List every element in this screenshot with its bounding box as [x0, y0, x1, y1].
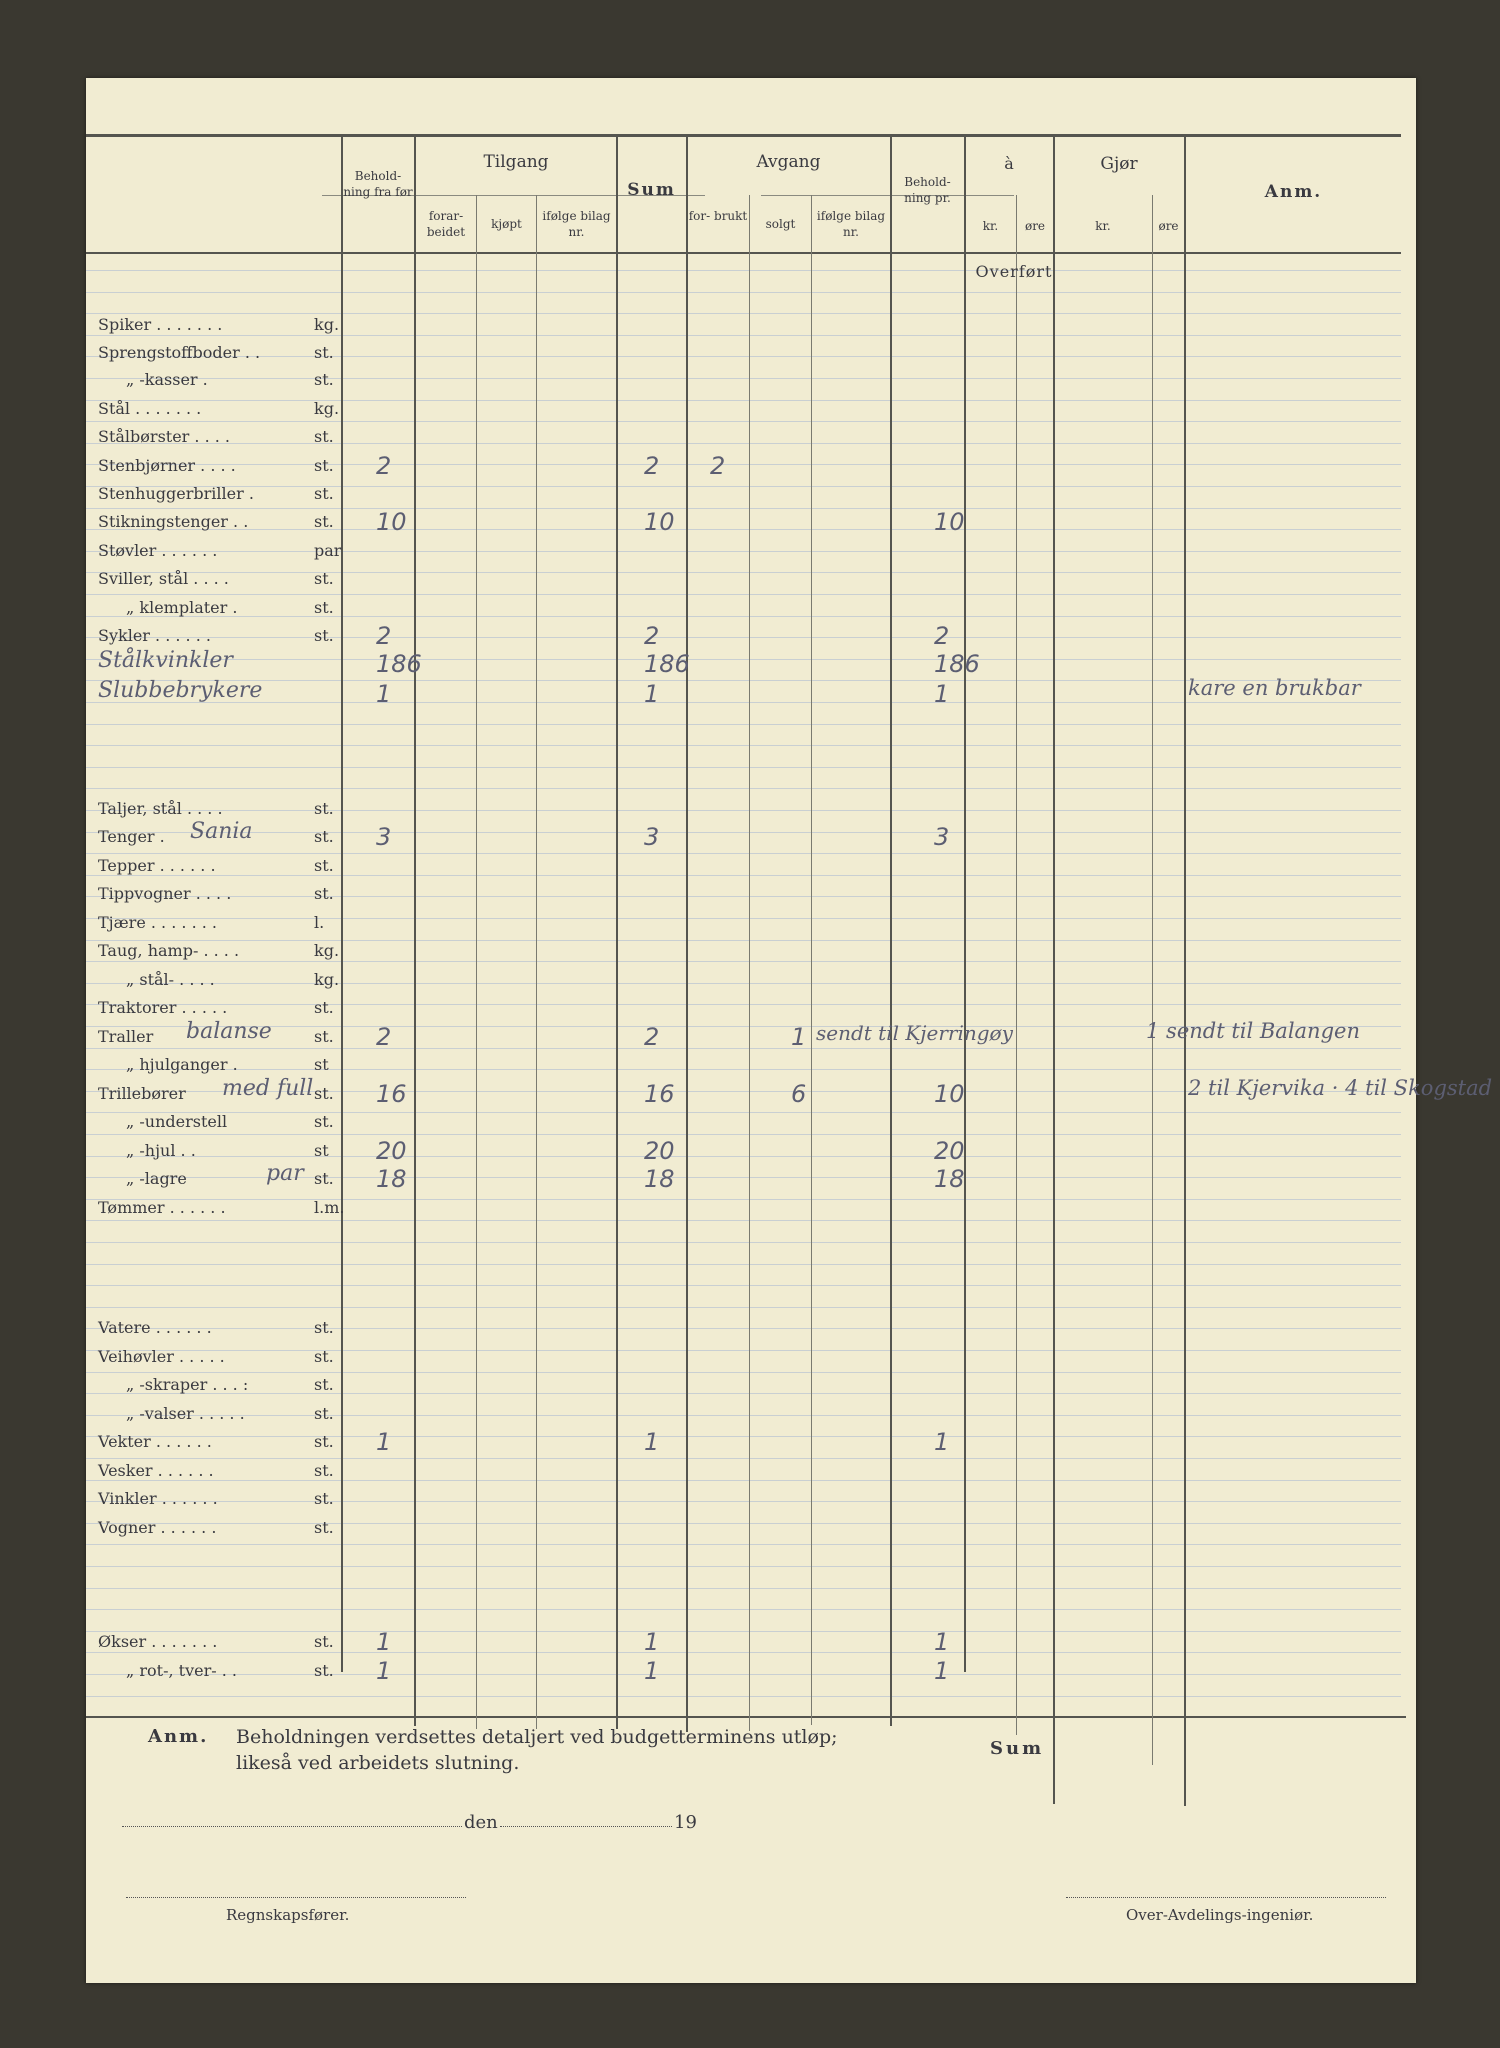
ruled-line: [86, 853, 1401, 854]
ruled-line: [86, 1112, 1401, 1113]
ruled-line: [86, 1220, 1401, 1221]
hdr-gjor-ore: øre: [1158, 219, 1179, 233]
col-line: [686, 134, 688, 1732]
ruled-line: [86, 1156, 1401, 1157]
ruled-line: [86, 1242, 1401, 1243]
sum-value: 1: [644, 1628, 660, 1656]
hdr-a-ore: øre: [1024, 219, 1046, 233]
row-unit: st.: [314, 1432, 334, 1451]
row-unit: st.: [314, 427, 334, 446]
header-bottom-rule: [86, 252, 1401, 254]
row-unit: par: [314, 541, 342, 560]
beholdning-fra-for-value: 2: [376, 622, 392, 650]
ruled-line: [86, 594, 1401, 595]
ruled-line: [86, 551, 1401, 552]
table-bottom-rule: [86, 1716, 1406, 1718]
row-label: Tepper . . . . . .: [98, 856, 216, 875]
overfort-label: Overført: [975, 262, 1053, 281]
row-unit: st.: [314, 827, 334, 846]
row-unit: kg.: [314, 941, 340, 960]
solgt-value: 1: [791, 1023, 807, 1051]
row-label: Støvler . . . . . .: [98, 541, 218, 560]
sum-value: 1: [644, 1657, 660, 1685]
beholdning-fra-for-value: 1: [376, 1428, 392, 1456]
row-label: „ -kasser .: [126, 370, 208, 389]
col-line: [476, 195, 477, 1729]
row-note-handwritten: Sania: [190, 819, 253, 844]
bilag-note-handwritten: sendt til Kjerringøy: [816, 1021, 1013, 1045]
row-label: Traller: [98, 1027, 154, 1046]
row-unit: l.m.: [314, 1198, 345, 1217]
row-unit: kg.: [314, 315, 340, 334]
ruled-line: [86, 810, 1401, 811]
row-unit: st.: [314, 1661, 334, 1680]
hdr-a-kr: kr.: [982, 219, 999, 233]
row-label: Spiker . . . . . . .: [98, 315, 223, 334]
ledger-sheet: [86, 78, 1493, 1983]
price-sub-rule: [761, 195, 1014, 196]
row-label: „ -hjul . .: [126, 1141, 196, 1160]
beholdning-pr-value: 1: [934, 1428, 950, 1456]
ruled-line: [86, 940, 1401, 941]
col-line: [536, 195, 537, 1729]
beholdning-pr-value: 10: [934, 508, 965, 536]
ruled-line: [86, 1588, 1401, 1589]
beholdning-pr-value: 1: [934, 1628, 950, 1656]
ruled-line: [86, 400, 1401, 401]
row-unit: st.: [314, 1112, 334, 1131]
row-label: Vogner . . . . . .: [98, 1518, 217, 1537]
ruled-line: [86, 1501, 1401, 1502]
beholdning-fra-for-value: 3: [376, 823, 392, 851]
footer-anm-label: Anm.: [148, 1726, 209, 1747]
footer-ingenior: Over-Avdelings-ingeniør.: [1126, 1906, 1314, 1924]
ruled-line: [86, 270, 1401, 271]
ruled-line: [86, 832, 1401, 833]
beholdning-pr-value: 186: [934, 650, 980, 678]
hdr-gjor: Gjør: [1100, 154, 1138, 174]
sum-value: 186: [644, 650, 690, 678]
col-line: [1152, 195, 1153, 1765]
row-label: Vekter . . . . . .: [98, 1432, 212, 1451]
ruled-line: [86, 896, 1401, 897]
row-unit: st.: [314, 484, 334, 503]
hdr-solgt: solgt: [765, 217, 796, 231]
ruled-line: [86, 1436, 1401, 1437]
row-note-handwritten: balanse: [186, 1019, 272, 1044]
ruled-line: [86, 1393, 1401, 1394]
col-line: [811, 195, 812, 1725]
row-label: Sprengstoffboder . .: [98, 343, 261, 362]
anm-note-handwritten: 2 til Kjervika · 4 til Skogstad: [1188, 1076, 1493, 1100]
ruled-line: [86, 572, 1401, 573]
date-line: [500, 1826, 672, 1827]
row-label: Sviller, stål . . . .: [98, 569, 229, 588]
ruled-line: [86, 1134, 1401, 1135]
sum-value: 1: [644, 680, 660, 708]
hdr-tilgang: Tilgang: [483, 152, 549, 172]
sum-value: 3: [644, 823, 660, 851]
ruled-line: [86, 378, 1401, 379]
anm-note-handwritten: kare en brukbar: [1188, 676, 1361, 700]
ruled-line: [86, 1069, 1401, 1070]
forbrukt-value: 2: [710, 452, 726, 480]
row-label: „ stål- . . . .: [126, 970, 215, 989]
row-label: Tippvogner . . . .: [98, 884, 232, 903]
row-unit: st.: [314, 569, 334, 588]
row-unit: st.: [314, 1347, 334, 1366]
ruled-line: [86, 1458, 1401, 1459]
sum-value: 2: [644, 452, 660, 480]
ruled-line: [86, 875, 1401, 876]
ruled-line: [86, 1199, 1401, 1200]
row-label: Veihøvler . . . . .: [98, 1347, 225, 1366]
beholdning-pr-value: 3: [934, 823, 950, 851]
hdr-forbrukt: for- brukt: [688, 209, 748, 223]
row-unit: st.: [314, 856, 334, 875]
row-label: Tjære . . . . . . .: [98, 913, 217, 932]
hdr-sum: Sum: [627, 180, 676, 200]
row-unit: st.: [314, 512, 334, 531]
row-unit: st.: [314, 1084, 334, 1103]
sum-value: 2: [644, 622, 660, 650]
header-top-rule: [86, 134, 1401, 137]
col-line: [341, 134, 343, 1672]
hdr-a: à: [1004, 154, 1014, 173]
footer-sum: Sum: [990, 1738, 1045, 1759]
hdr-gjor-kr: kr.: [1095, 219, 1111, 233]
row-label: „ -lagre: [126, 1169, 187, 1188]
ruled-line: [86, 1372, 1401, 1373]
row-unit: st.: [314, 1461, 334, 1480]
ruled-line: [86, 313, 1401, 314]
col-line: [749, 195, 750, 1731]
beholdning-fra-for-value: 1: [376, 1628, 392, 1656]
ruled-line: [86, 918, 1401, 919]
beholdning-pr-value: 1: [934, 1657, 950, 1685]
ruled-line: [86, 1609, 1401, 1610]
ruled-line: [86, 1544, 1401, 1545]
ruled-line: [86, 1415, 1401, 1416]
sum-value: 1: [644, 1428, 660, 1456]
ruled-line: [86, 788, 1401, 789]
col-line: [616, 134, 618, 1729]
place-line: [122, 1826, 462, 1827]
ruled-line: [86, 1307, 1401, 1308]
row-unit: st.: [314, 1632, 334, 1651]
beholdning-fra-for-value: 1: [376, 680, 392, 708]
footer-regnskapsforer: Regnskapsfører.: [226, 1906, 350, 1924]
col-line: [1184, 134, 1186, 1806]
row-unit: st.: [314, 343, 334, 362]
signature-line-regnskap: [126, 1897, 466, 1898]
beholdning-pr-value: 10: [934, 1080, 965, 1108]
beholdning-fra-for-value: 16: [376, 1080, 407, 1108]
row-unit: st.: [314, 1489, 334, 1508]
row-unit: st.: [314, 1318, 334, 1337]
beholdning-pr-value: 1: [934, 680, 950, 708]
row-unit: st.: [314, 626, 334, 645]
ruled-line: [86, 1350, 1401, 1351]
row-label: Vinkler . . . . . .: [98, 1489, 218, 1508]
hdr-avgang: Avgang: [756, 152, 821, 172]
row-unit: st.: [314, 884, 334, 903]
row-label: Traktorer . . . . .: [98, 998, 228, 1017]
ruled-line: [86, 421, 1401, 422]
row-unit: st: [314, 1141, 329, 1160]
col-line: [964, 134, 966, 1672]
footer-year: 19: [674, 1812, 697, 1833]
hdr-beholdning-pr: Behold- ning pr.: [904, 175, 951, 205]
row-unit: st.: [314, 1169, 334, 1188]
hdr-forarbeidet: forar- beidet: [426, 209, 466, 239]
row-unit: st.: [314, 1518, 334, 1537]
row-unit: st.: [314, 799, 334, 818]
row-label: Taljer, stål . . . .: [98, 799, 223, 818]
ruled-line: [86, 724, 1401, 725]
row-label: Sykler . . . . . .: [98, 626, 211, 645]
ruled-line: [86, 1480, 1401, 1481]
ruled-line: [86, 659, 1401, 660]
hdr-ifolge-bilag-2: ifølge bilag nr.: [816, 209, 886, 239]
row-label: „ rot-, tver- . .: [126, 1661, 237, 1680]
row-label: Stål . . . . . . .: [98, 399, 202, 418]
beholdning-fra-for-value: 20: [376, 1137, 407, 1165]
beholdning-fra-for-value: 2: [376, 1023, 392, 1051]
ruled-line: [86, 1328, 1401, 1329]
beholdning-fra-for-value: 18: [376, 1165, 407, 1193]
col-line: [890, 134, 892, 1726]
col-line: [1016, 195, 1017, 1735]
footer-anm-line1: Beholdningen verdsettes detaljert ved budgetterminens utløp;: [236, 1726, 838, 1748]
ruled-line: [86, 961, 1401, 962]
ruled-line: [86, 464, 1401, 465]
beholdning-fra-for-value: 1: [376, 1657, 392, 1685]
sum-value: 20: [644, 1137, 675, 1165]
ruled-line: [86, 616, 1401, 617]
ruled-line: [86, 486, 1401, 487]
ruled-line: [86, 1674, 1401, 1675]
row-label: Stenbjørner . . . .: [98, 456, 236, 475]
hdr-beholdning-fra-for: Behold- ning fra før: [343, 169, 413, 199]
hdr-kjopt: kjøpt: [491, 217, 522, 231]
ruled-line: [86, 292, 1401, 293]
row-unit: kg.: [314, 970, 340, 989]
row-unit: st.: [314, 456, 334, 475]
footer-anm-line2: likeså ved arbeidets slutning.: [236, 1752, 520, 1774]
row-unit: st.: [314, 370, 334, 389]
row-note-handwritten: med full: [222, 1076, 314, 1101]
row-label: Tømmer . . . . . .: [98, 1198, 226, 1217]
ruled-line: [86, 1004, 1401, 1005]
footer-den: den: [464, 1812, 498, 1833]
row-label: Vatere . . . . . .: [98, 1318, 212, 1337]
row-label-handwritten: Stålkvinkler: [98, 648, 233, 673]
row-unit: st.: [314, 998, 334, 1017]
ruled-line: [86, 767, 1401, 768]
beholdning-pr-value: 20: [934, 1137, 965, 1165]
hdr-anm: Anm.: [1264, 182, 1323, 202]
row-label: Stenhuggerbriller .: [98, 484, 254, 503]
row-label: Trillebører: [98, 1084, 186, 1103]
row-label: Tenger .: [98, 827, 165, 846]
ruled-line: [86, 508, 1401, 509]
ruled-line: [86, 1696, 1401, 1697]
beholdning-fra-for-value: 2: [376, 452, 392, 480]
beholdning-pr-value: 18: [934, 1165, 965, 1193]
row-label: Stikningstenger . .: [98, 512, 249, 531]
sum-value: 18: [644, 1165, 675, 1193]
sum-value: 10: [644, 508, 675, 536]
row-label: „ hjulganger .: [126, 1055, 238, 1074]
row-unit: st.: [314, 598, 334, 617]
hdr-ifolge-bilag-1: ifølge bilag nr.: [542, 209, 611, 239]
sum-value: 16: [644, 1080, 675, 1108]
ruled-line: [86, 745, 1401, 746]
col-line: [1053, 134, 1055, 1804]
row-label: Taug, hamp- . . . .: [98, 941, 240, 960]
beholdning-fra-for-value: 186: [376, 650, 422, 678]
ruled-line: [86, 1631, 1401, 1632]
ruled-line: [86, 1652, 1401, 1653]
row-label: Vesker . . . . . .: [98, 1461, 214, 1480]
row-unit: kg.: [314, 399, 340, 418]
ruled-line: [86, 335, 1401, 336]
row-unit: st: [314, 1055, 329, 1074]
ruled-line: [86, 1285, 1401, 1286]
beholdning-pr-value: 2: [934, 622, 950, 650]
ruled-line: [86, 702, 1401, 703]
row-label: „ klemplater .: [126, 598, 238, 617]
sum-value: 2: [644, 1023, 660, 1051]
col-line: [414, 134, 416, 1726]
signature-line-ingenior: [1066, 1897, 1386, 1898]
ruled-line: [86, 637, 1401, 638]
ruled-line: [86, 1264, 1401, 1265]
row-label: Stålbørster . . . .: [98, 427, 231, 446]
row-label: Økser . . . . . . .: [98, 1632, 218, 1651]
row-note-handwritten: par: [266, 1161, 304, 1186]
ruled-line: [86, 443, 1401, 444]
ruled-line: [86, 529, 1401, 530]
row-unit: st.: [314, 1375, 334, 1394]
solgt-value: 6: [791, 1080, 807, 1108]
row-unit: st.: [314, 1027, 334, 1046]
ruled-line: [86, 1048, 1401, 1049]
ruled-line: [86, 356, 1401, 357]
row-unit: l.: [314, 913, 325, 932]
row-label: „ -valser . . . . .: [126, 1404, 245, 1423]
row-label-handwritten: Slubbebrykere: [98, 678, 263, 703]
ruled-line: [86, 983, 1401, 984]
ruled-line: [86, 1566, 1401, 1567]
beholdning-fra-for-value: 10: [376, 508, 407, 536]
row-label: „ -skraper . . . :: [126, 1375, 249, 1394]
row-unit: st.: [314, 1404, 334, 1423]
anm-note-handwritten: 1 sendt til Balangen: [1146, 1019, 1360, 1043]
row-label: „ -understell: [126, 1112, 228, 1131]
ruled-line: [86, 1523, 1401, 1524]
